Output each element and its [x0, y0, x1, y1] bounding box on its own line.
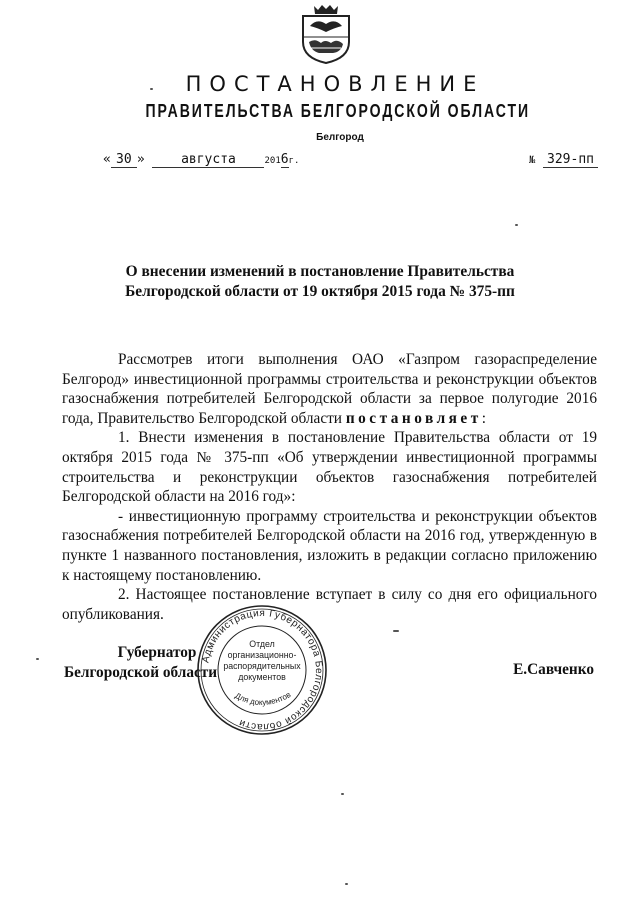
preamble-resolves: постановляет [345, 409, 482, 427]
date-year-prefix: 201 [264, 156, 281, 166]
title-line-2: Белгородской области от 19 октября 2015 года № 375-пп [125, 283, 515, 300]
date-month: августа [152, 152, 264, 168]
date-quote-open: « [103, 152, 111, 167]
number-value: 329-пп [543, 152, 598, 168]
paragraph-item-1-dash: - инвестиционную программу строительства и реконструкции объектов газоснабжения потребителей Белгородской области на 2016 год, утвержденную в пункте 1 названного постановления, изложить в редакции согласно приложению к настоящему постановлению. [62, 507, 597, 584]
signatory-name: Е.Савченко [513, 661, 594, 678]
document-type-heading: ПОСТАНОВЛЕНИЕ [185, 72, 485, 96]
coat-of-arms-emblem [297, 4, 355, 64]
scan-speck [345, 883, 348, 885]
paragraph-preamble [62, 350, 597, 428]
date-quote-close: » [136, 152, 145, 167]
title-line-1: О внесении изменений в постановление Правительства [125, 263, 515, 280]
document-title [0, 262, 640, 302]
stamp-inner-line-4: документов [238, 672, 286, 682]
scan-speck [36, 658, 39, 660]
preamble-text: Рассмотрев итоги выполнения ОАО «Газпром газораспределение Белгород» инвестиционной программы строительства и реконструкции объектов газоснабжения потребителей Белгородской области за первое полугодие 2016 года, Правительство Белгородской области [62, 351, 597, 427]
date-day: 30 [111, 152, 137, 168]
city-label: Белгород [316, 132, 364, 143]
date-year-unit: г. [288, 156, 300, 166]
stamp-inner-text [221, 639, 303, 683]
stamp-bottom-text: Для документов [233, 690, 293, 708]
paragraph-item-1: 1. Внести изменения в постановление Правительства области от 19 октября 2015 года № 375-пп «Об утверждении инвестиционной программы строительства и реконструкции объектов газоснабжения потребителей Белгородской области на 2016 год»: [62, 429, 597, 506]
signatory-title [62, 643, 222, 683]
svg-text:Для документов [234, 690, 293, 707]
stamp-inner-line-2: организационно- [227, 650, 297, 660]
stamp-ring-text: Администрация Губернатора Белгородской области [200, 607, 325, 733]
document-body [62, 350, 597, 624]
paragraph-item-2: 2. Настоящее постановление вступает в силу со дня его официального опубликования. [62, 586, 597, 623]
document-date [103, 152, 299, 168]
stamp-inner-line-1: Отдел [249, 639, 275, 649]
scan-speck [393, 630, 399, 632]
preamble-colon: : [481, 409, 486, 427]
date-year-suffix: 6 [280, 152, 289, 167]
stamp-inner-line-3: распорядительных [223, 661, 301, 671]
scan-speck [341, 793, 344, 795]
document-number [529, 152, 598, 168]
number-label: № [529, 155, 536, 166]
signatory-title-line-2: Белгородской области [64, 664, 218, 681]
scan-speck [515, 224, 518, 226]
issuer-heading: ПРАВИТЕЛЬСТВА БЕЛГОРОДСКОЙ ОБЛАСТИ [145, 101, 531, 121]
scan-speck [150, 88, 153, 90]
signatory-title-line-1: Губернатор [117, 644, 197, 661]
